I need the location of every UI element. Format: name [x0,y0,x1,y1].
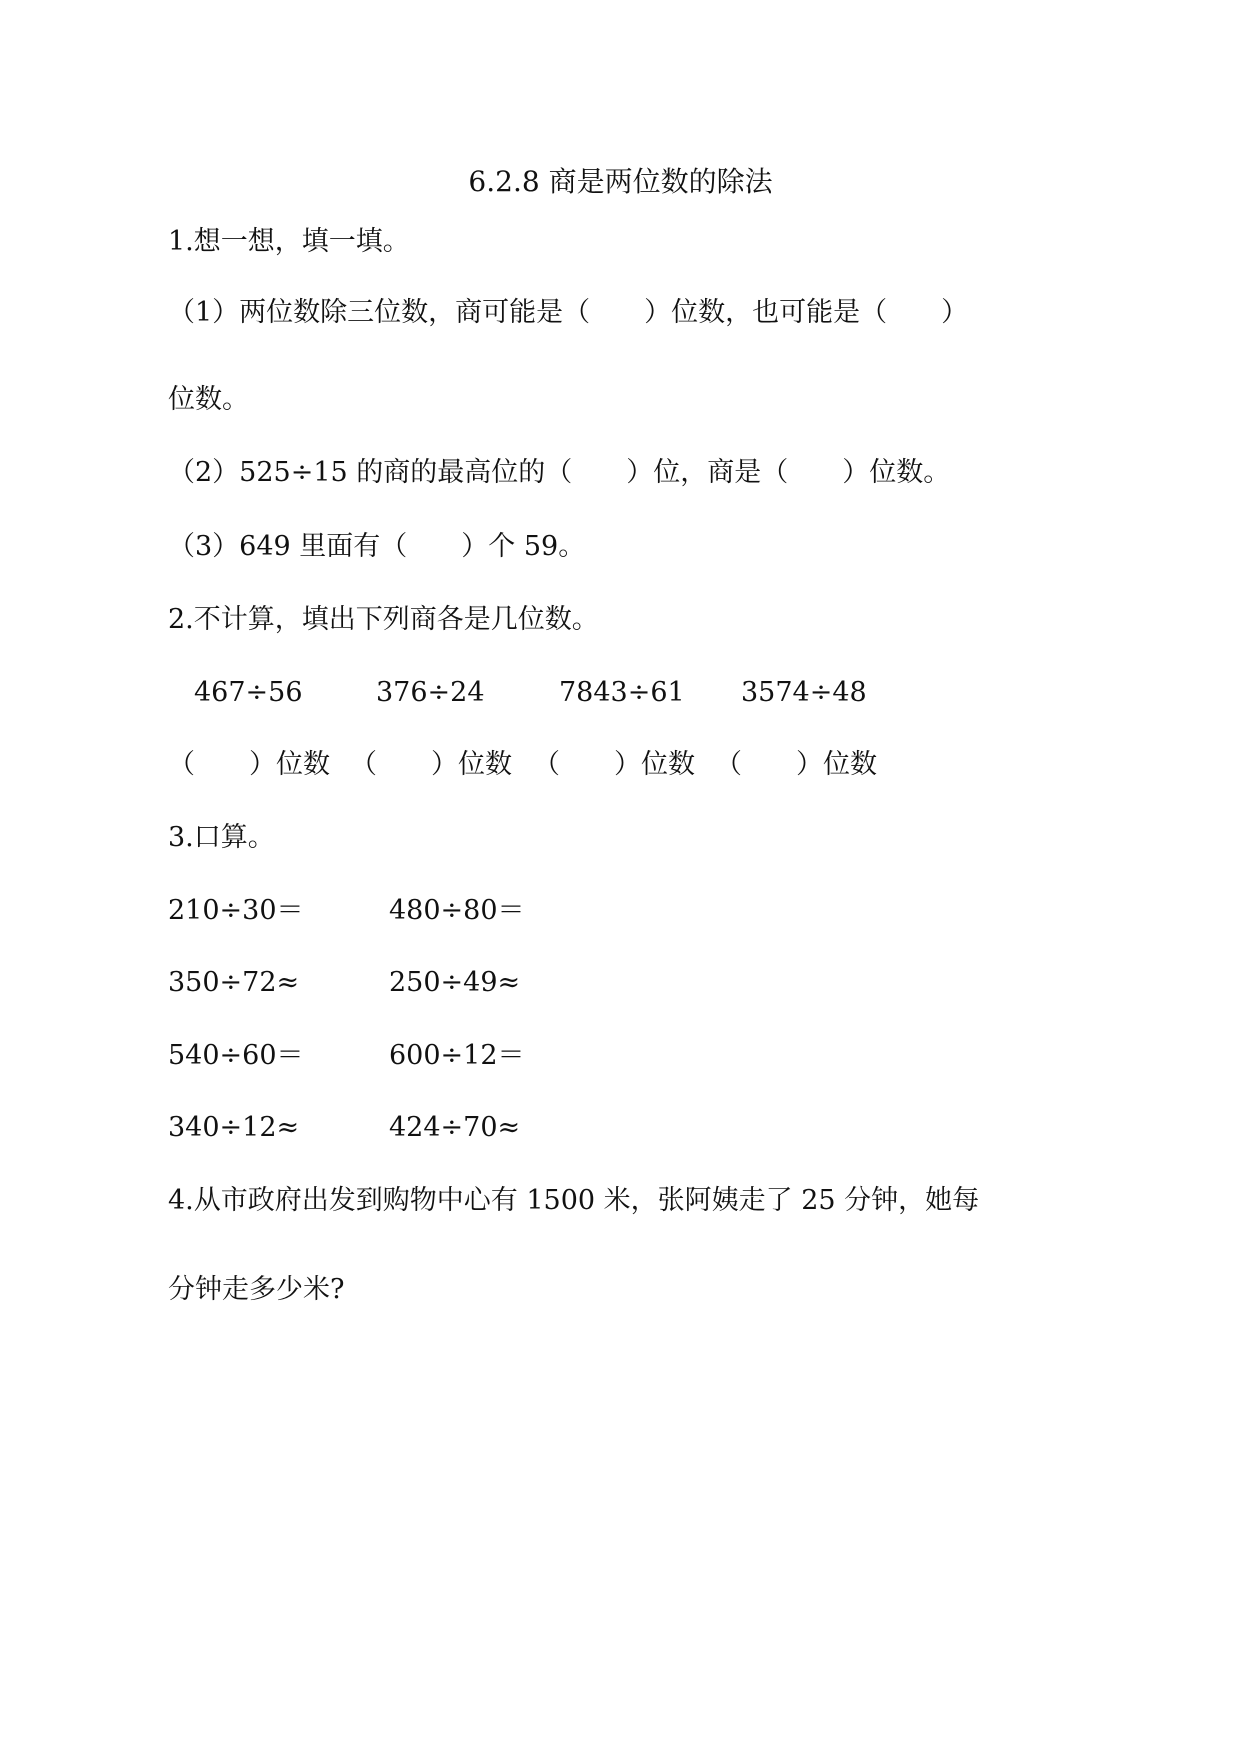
q1-item2: （2）525÷15 的商的最高位的（ ）位，商是（ ）位数。 [168,457,951,488]
q2-answer-blank: （ ）位数 [168,749,330,780]
q2-answer-blank: （ ）位数 [533,749,695,780]
q2-expression: 376÷24 [376,677,485,708]
q3-problem: 424÷70≈ [389,1112,521,1143]
q1-item1-line2: 位数。 [168,384,249,415]
q2-expression: 3574÷48 [741,677,867,708]
q2-expression: 467÷56 [194,677,303,708]
q3-problem: 600÷12＝ [389,1040,525,1071]
q2-answer-blank: （ ）位数 [715,749,877,780]
q3-problem: 350÷72≈ [168,967,300,998]
q2-expression: 7843÷61 [559,677,685,708]
q3-problem: 480÷80＝ [389,895,525,926]
q2-answer-blank: （ ）位数 [350,749,512,780]
q3-heading: 3.口算。 [168,822,275,853]
page-title: 6.2.8 商是两位数的除法 [468,165,773,198]
q4-line2: 分钟走多少米? [168,1274,345,1305]
q2-heading: 2.不计算，填出下列商各是几位数。 [168,604,599,635]
q1-item1-line1: （1）两位数除三位数，商可能是（ ）位数，也可能是（ ） [168,297,969,328]
q3-problem: 250÷49≈ [389,967,521,998]
q1-heading: 1.想一想，填一填。 [168,226,410,257]
q1-item3: （3）649 里面有（ ）个 59。 [168,531,586,562]
q3-problem: 210÷30＝ [168,895,304,926]
q4-line1: 4.从市政府出发到购物中心有 1500 米，张阿姨走了 25 分钟，她每 [168,1185,980,1216]
q3-problem: 340÷12≈ [168,1112,300,1143]
q3-problem: 540÷60＝ [168,1040,304,1071]
